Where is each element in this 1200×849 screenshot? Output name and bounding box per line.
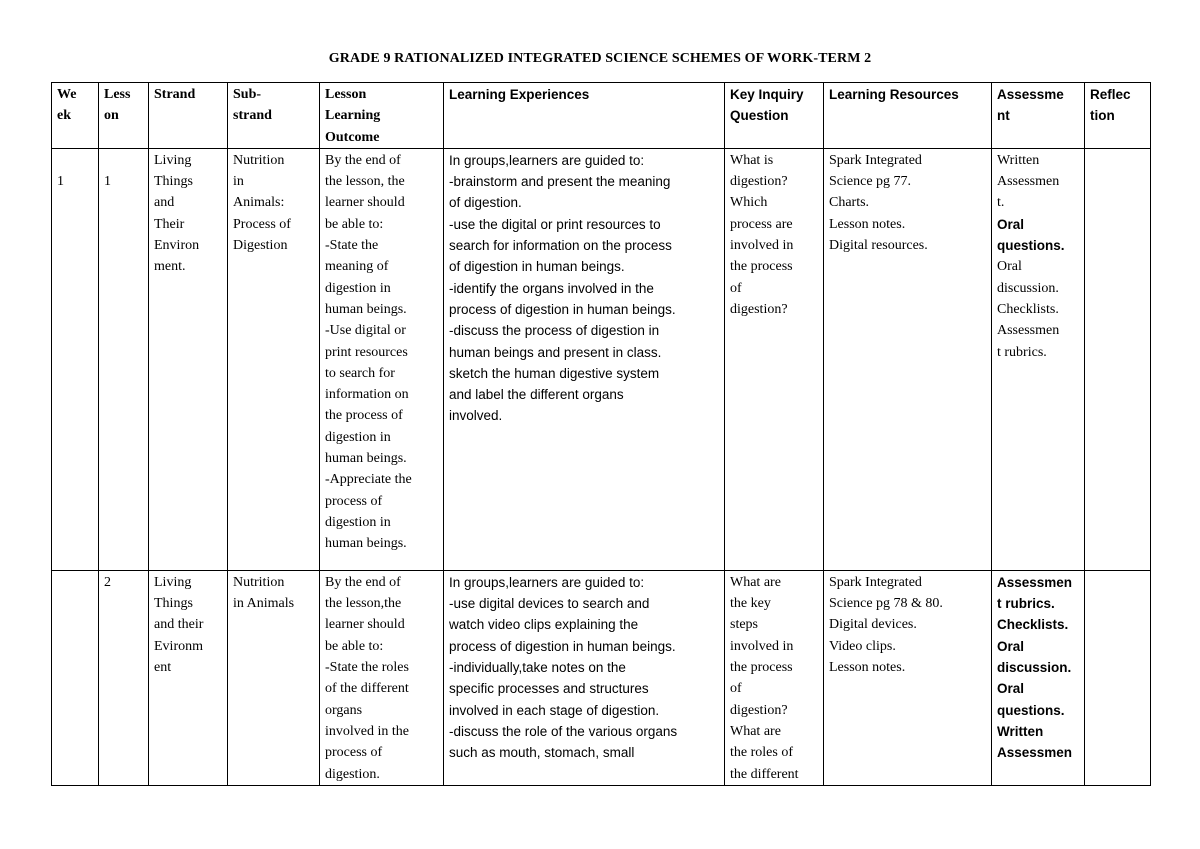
cell-learning-outcome <box>320 148 444 570</box>
header-text: We <box>57 87 77 102</box>
cell-text: -discuss the process of digestion in <box>449 323 660 339</box>
header-text: Sub- <box>233 87 262 102</box>
cell-text: of digestion in human beings. <box>449 259 625 275</box>
cell-strand <box>149 570 228 785</box>
cell-text: such as mouth, stomach, small <box>449 745 635 761</box>
cell-text: questions. <box>997 702 1065 718</box>
header-key-inquiry-question <box>725 83 824 149</box>
cell-text: -use digital devices to search and <box>449 596 650 612</box>
cell-text: Charts. <box>829 195 870 211</box>
cell-text: steps <box>730 617 758 633</box>
cell-text: Assessmen <box>997 745 1073 761</box>
cell-text: -brainstorm and present the meaning <box>449 174 671 190</box>
cell-text: process of digestion in human beings. <box>449 301 676 317</box>
cell-reflection <box>1085 148 1151 570</box>
cell-text: Science pg 78 & 80. <box>829 596 943 612</box>
cell-text: Written <box>997 723 1044 739</box>
cell-text: Assessmen <box>997 574 1073 590</box>
header-learning-experiences <box>444 83 725 149</box>
cell-text: -identify the organs involved in the <box>449 280 654 296</box>
cell-text: In groups,learners are guided to: <box>449 152 645 168</box>
cell-text: Process of <box>233 216 291 232</box>
cell-text: 1 <box>57 173 64 189</box>
cell-text: of <box>730 681 742 697</box>
cell-text: -Use digital or <box>325 323 406 339</box>
cell-text: Their <box>154 216 185 232</box>
table-row <box>52 570 1151 785</box>
cell-text: digestion in <box>325 514 391 530</box>
header-text: Lesson <box>325 87 367 102</box>
cell-text: questions. <box>997 238 1065 254</box>
header-text: Assessme <box>997 87 1064 102</box>
cell-text: Lesson notes. <box>829 660 906 676</box>
cell-text: of <box>730 280 742 296</box>
cell-text: discussion. <box>997 660 1072 676</box>
header-text: Reflec <box>1090 87 1131 102</box>
cell-text: Assessmen <box>997 323 1060 339</box>
cell-text: Nutrition <box>233 152 285 168</box>
cell-text: be able to: <box>325 638 384 654</box>
cell-text: print resources <box>325 344 408 360</box>
header-text: ek <box>57 108 71 124</box>
header-learning-outcome <box>320 83 444 149</box>
cell-text: to search for <box>325 365 395 381</box>
cell-text: -State the <box>325 238 379 254</box>
cell-text: learner should <box>325 617 405 633</box>
cell-sub-strand <box>228 570 320 785</box>
cell-text: Animals: <box>233 195 285 211</box>
cell-text: involved in <box>730 238 794 254</box>
cell-text: the process of <box>325 408 403 424</box>
cell-text: involved. <box>449 408 503 424</box>
cell-text: By the end of <box>325 574 401 590</box>
cell-text: Digital resources. <box>829 238 928 254</box>
cell-text: specific processes and structures <box>449 681 649 697</box>
cell-text: -State the roles <box>325 660 409 676</box>
cell-text: -discuss the role of the various organs <box>449 723 678 739</box>
header-lesson <box>99 83 149 149</box>
cell-text: of digestion. <box>449 195 522 211</box>
cell-reflection <box>1085 570 1151 785</box>
cell-text: Digestion <box>233 238 288 254</box>
cell-text: 1 <box>104 173 111 189</box>
cell-assessment <box>992 148 1085 570</box>
cell-text: t rubrics. <box>997 344 1047 360</box>
cell-text: the process <box>730 660 793 676</box>
cell-text: watch video clips explaining the <box>449 617 639 633</box>
cell-key-inquiry-question <box>725 148 824 570</box>
cell-text: Which <box>730 195 768 211</box>
header-reflection <box>1085 83 1151 149</box>
header-text: nt <box>997 108 1010 124</box>
cell-text: organs <box>325 702 363 718</box>
cell-text: learner should <box>325 195 405 211</box>
header-text: Less <box>104 87 131 102</box>
header-strand <box>149 83 228 149</box>
cell-text: Spark Integrated <box>829 574 922 590</box>
cell-text: ent <box>154 660 172 676</box>
cell-text: Oral <box>997 259 1022 275</box>
cell-text: digestion? <box>730 174 788 190</box>
cell-text: involved in <box>730 638 794 654</box>
cell-assessment <box>992 570 1085 785</box>
cell-text: ment. <box>154 259 186 275</box>
cell-text: human beings. <box>325 451 407 467</box>
cell-text: process of <box>325 493 383 509</box>
header-text: Learning <box>325 108 381 124</box>
cell-learning-experiences <box>444 148 725 570</box>
cell-text: be able to: <box>325 216 384 232</box>
cell-text: process of digestion in human beings. <box>449 638 676 654</box>
cell-text: the different <box>730 766 799 782</box>
cell-strand <box>149 148 228 570</box>
cell-text: Lesson notes. <box>829 216 906 232</box>
cell-text: Digital devices. <box>829 617 917 633</box>
cell-text: and label the different organs <box>449 387 624 403</box>
cell-text: search for information on the process <box>449 238 672 254</box>
cell-text: human beings. <box>325 536 407 552</box>
cell-text: -use the digital or print resources to <box>449 216 661 232</box>
cell-text: -individually,take notes on the <box>449 660 626 676</box>
cell-learning-resources <box>824 148 992 570</box>
cell-text: digestion in <box>325 280 391 296</box>
table-header-row <box>52 83 1151 149</box>
cell-text: Things <box>154 596 193 612</box>
cell-text: digestion in <box>325 429 391 445</box>
cell-learning-outcome <box>320 570 444 785</box>
cell-text: of the different <box>325 681 409 697</box>
cell-text: 2 <box>104 574 111 590</box>
cell-lesson <box>99 148 149 570</box>
cell-text: Oral <box>997 216 1025 232</box>
cell-text: and their <box>154 617 204 633</box>
header-learning-resources <box>824 83 992 149</box>
cell-text: and <box>154 195 175 211</box>
cell-text: Living <box>154 152 192 168</box>
cell-text: What is <box>730 152 774 168</box>
cell-text: digestion. <box>325 766 380 782</box>
schemes-of-work-table <box>51 82 1151 786</box>
cell-text: discussion. <box>997 280 1059 296</box>
cell-text: -Appreciate the <box>325 472 412 488</box>
cell-text: By the end of <box>325 152 401 168</box>
header-week <box>52 83 99 149</box>
header-text: strand <box>233 108 272 124</box>
cell-text: meaning of <box>325 259 389 275</box>
header-text: Key Inquiry <box>730 87 804 102</box>
cell-text: digestion? <box>730 301 788 317</box>
cell-text: information on <box>325 387 409 403</box>
cell-learning-experiences <box>444 570 725 785</box>
cell-learning-resources <box>824 570 992 785</box>
cell-text: Video clips. <box>829 638 896 654</box>
cell-key-inquiry-question <box>725 570 824 785</box>
table-row <box>52 148 1151 570</box>
cell-text: process of <box>325 745 383 761</box>
cell-text: Checklists. <box>997 301 1059 317</box>
header-text: Learning Resources <box>829 87 959 102</box>
cell-text: What are <box>730 574 781 590</box>
cell-sub-strand <box>228 148 320 570</box>
cell-text: the key <box>730 596 771 612</box>
cell-lesson <box>99 570 149 785</box>
cell-week <box>52 148 99 570</box>
cell-text: Environ <box>154 238 200 254</box>
cell-text: digestion? <box>730 702 788 718</box>
cell-text: involved in the <box>325 723 409 739</box>
cell-text: Living <box>154 574 192 590</box>
cell-text: t. <box>997 195 1005 211</box>
cell-text: Assessmen <box>997 174 1060 190</box>
header-sub-strand <box>228 83 320 149</box>
cell-text: process are <box>730 216 793 232</box>
header-text: tion <box>1090 108 1115 124</box>
header-assessment <box>992 83 1085 149</box>
header-text: Question <box>730 108 789 124</box>
cell-text: involved in each stage of digestion. <box>449 702 660 718</box>
cell-text: What are <box>730 723 781 739</box>
cell-text: Nutrition <box>233 574 285 590</box>
cell-text: human beings. <box>325 301 407 317</box>
header-text: Outcome <box>325 129 380 145</box>
header-text: on <box>104 108 119 124</box>
header-text: Strand <box>154 87 196 102</box>
cell-text: the roles of <box>730 745 793 761</box>
cell-week <box>52 570 99 785</box>
cell-text: the lesson,the <box>325 596 402 612</box>
cell-text: Oral <box>997 638 1025 654</box>
cell-text: Oral <box>997 681 1025 697</box>
cell-text: t rubrics. <box>997 596 1055 612</box>
cell-text: the process <box>730 259 793 275</box>
cell-text: Science pg 77. <box>829 174 912 190</box>
header-text: Learning Experiences <box>449 87 590 102</box>
cell-text: Spark Integrated <box>829 152 922 168</box>
cell-text: in <box>233 174 244 190</box>
cell-text: In groups,learners are guided to: <box>449 574 645 590</box>
cell-text: Evironm <box>154 638 203 654</box>
cell-text: in Animals <box>233 596 295 612</box>
page-title: GRADE 9 RATIONALIZED INTEGRATED SCIENCE SCHEMES OF WORK-TERM 2 <box>328 51 872 66</box>
cell-text: human beings and present in class. <box>449 344 662 360</box>
cell-text: Written <box>997 152 1040 168</box>
cell-text: Things <box>154 174 193 190</box>
cell-text: Checklists. <box>997 617 1069 633</box>
cell-text: the lesson, the <box>325 174 405 190</box>
cell-text: sketch the human digestive system <box>449 365 660 381</box>
